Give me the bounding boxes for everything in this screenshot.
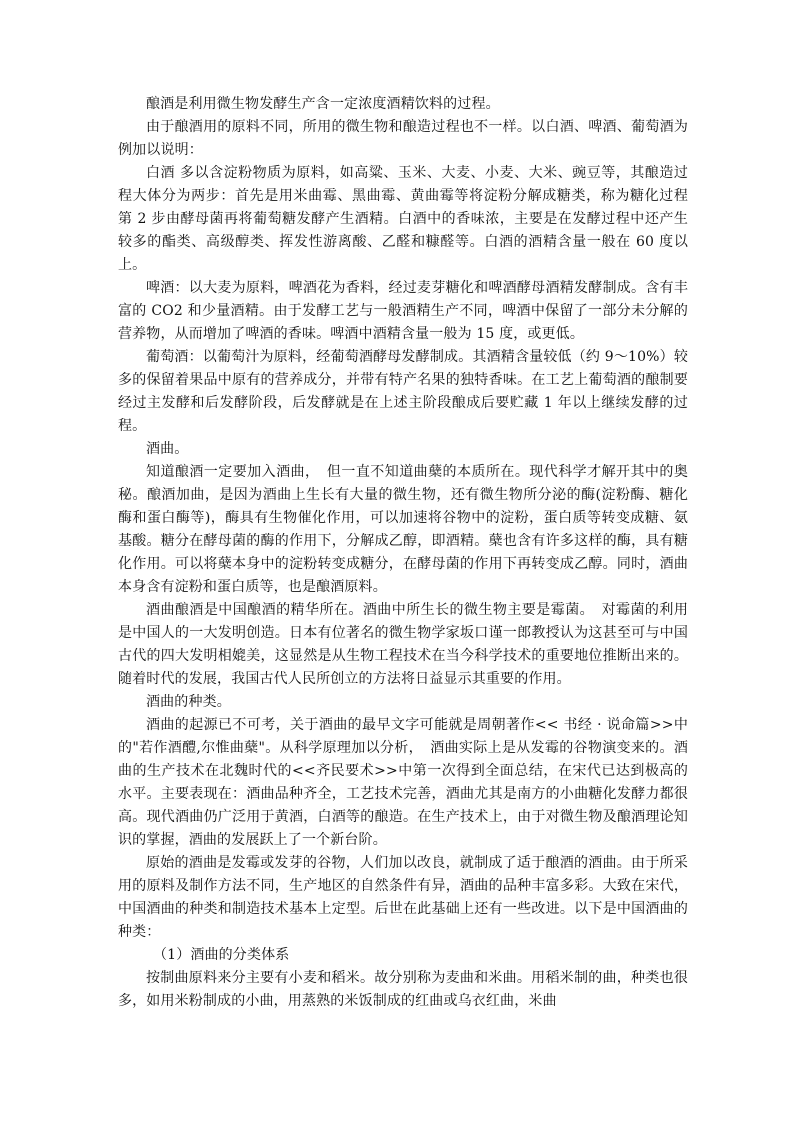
paragraph-wine: 葡萄酒：以葡萄汁为原料，经葡萄酒酵母发酵制成。其酒精含量较低（约 9～10%）较多的保留着果品中原有的营养成分，并带有特产名果的独特香味。在工艺上葡萄酒的酿制要经过主发酵和后发酵阶段，后发酵就是在上述主阶段酿成后要贮藏 1 年以上继续发酵的过程。 [118, 349, 688, 434]
paragraph-jiuqu-origin: 酒曲的起源已不可考，关于酒曲的最早文字可能就是周朝著作<< 书经 · 说命篇>>中的"若作酒醴,尔惟曲蘖"。从科学原理加以分析， 酒曲实际上是从发霉的谷物演变来的。酒曲的生产技术在北魏时代的<<齐民要术>>中第一次得到全面总结，在宋代已达到极高的水平。主要表现在：酒曲品种齐全，工艺技术完善，酒曲尤其是南方的小曲糖化发酵力都很高。现代酒曲仍广泛用于黄酒，白酒等的酿造。在生产技术上，由于对微生物及酿酒理论知识的掌握，酒曲的发展跃上了一个新台阶。 [118, 717, 688, 848]
section-heading-jiuqu-types: 酒曲的种类。 [146, 694, 231, 710]
paragraph-intro: 酿酒是利用微生物发酵生产含一定浓度酒精饮料的过程。 [146, 96, 500, 112]
paragraph-beer: 啤酒：以大麦为原料，啤酒花为香料，经过麦芽糖化和啤酒酵母酒精发酵制成。含有丰富的 CO2 和少量酒精。由于发酵工艺与一般酒精生产不同，啤酒中保留了一部分未分解的营养物，从而增加了啤酒的香味。啤酒中酒精含量一般为 15 度，或更低。 [118, 280, 688, 342]
paragraph-baijiu: 白酒 多以含淀粉物质为原料，如高粱、玉米、大麦、小麦、大米、豌豆等，其酿造过程大体分为两步：首先是用米曲霉、黑曲霉、黄曲霉等将淀粉分解成糖类，称为糖化过程 第 2 步由酵母菌再将葡萄糖发酵产生酒精。白酒中的香味浓，主要是在发酵过程中还产生较多的酯类、高级醇类、挥发性游离酸、乙醛和糠醛等。白酒的酒精含量一般在 60 度以上。 [118, 165, 688, 273]
paragraph-overview: 由于酿酒用的原料不同，所用的微生物和酿造过程也不一样。以白酒、啤酒、葡萄酒为例加以说明： [118, 119, 688, 158]
paragraph-jiuqu-essence: 酒曲酿酒是中国酿酒的精华所在。酒曲中所生长的微生物主要是霉菌。 对霉菌的利用是中国人的一大发明创造。日本有位著名的微生物学家坂口谨一郎教授认为这甚至可与中国古代的四大发明相媲美，这显然是从生物工程技术在当今科学技术的重要地位推断出来的。随着时代的发展，我国古代人民所创立的方法将日益显示其重要的作用。 [118, 602, 688, 687]
document-body [118, 93, 688, 1013]
paragraph-jiuqu-science: 知道酿酒一定要加入酒曲， 但一直不知道曲蘖的本质所在。现代科学才解开其中的奥秘。酿酒加曲，是因为酒曲上生长有大量的微生物，还有微生物所分泌的酶(淀粉酶、糖化酶和蛋白酶等)，酶具有生物催化作用，可以加速将谷物中的淀粉，蛋白质等转变成糖、氨基酸。糖分在酵母菌的酶的作用下，分解成乙醇，即酒精。蘖也含有许多这样的酶，具有糖化作用。可以将蘖本身中的淀粉转变成糖分，在酵母菌的作用下再转变成乙醇。同时，酒曲本身含有淀粉和蛋白质等，也是酿酒原料。 [118, 464, 688, 595]
paragraph-classification: 按制曲原料来分主要有小麦和稻米。故分别称为麦曲和米曲。用稻米制的曲，种类也很多，如用米粉制成的小曲，用蒸熟的米饭制成的红曲或乌衣红曲，米曲 [118, 970, 688, 1009]
section-heading-jiuqu: 酒曲。 [146, 441, 189, 457]
paragraph-jiuqu-evolution: 原始的酒曲是发霉或发芽的谷物，人们加以改良，就制成了适于酿酒的酒曲。由于所采用的原料及制作方法不同，生产地区的自然条件有异，酒曲的品种丰富多彩。大致在宋代，中国酒曲的种类和制造技术基本上定型。后世在此基础上还有一些改进。以下是中国酒曲的种类： [118, 855, 688, 940]
subheading-classification: （1）酒曲的分类体系 [153, 947, 290, 963]
